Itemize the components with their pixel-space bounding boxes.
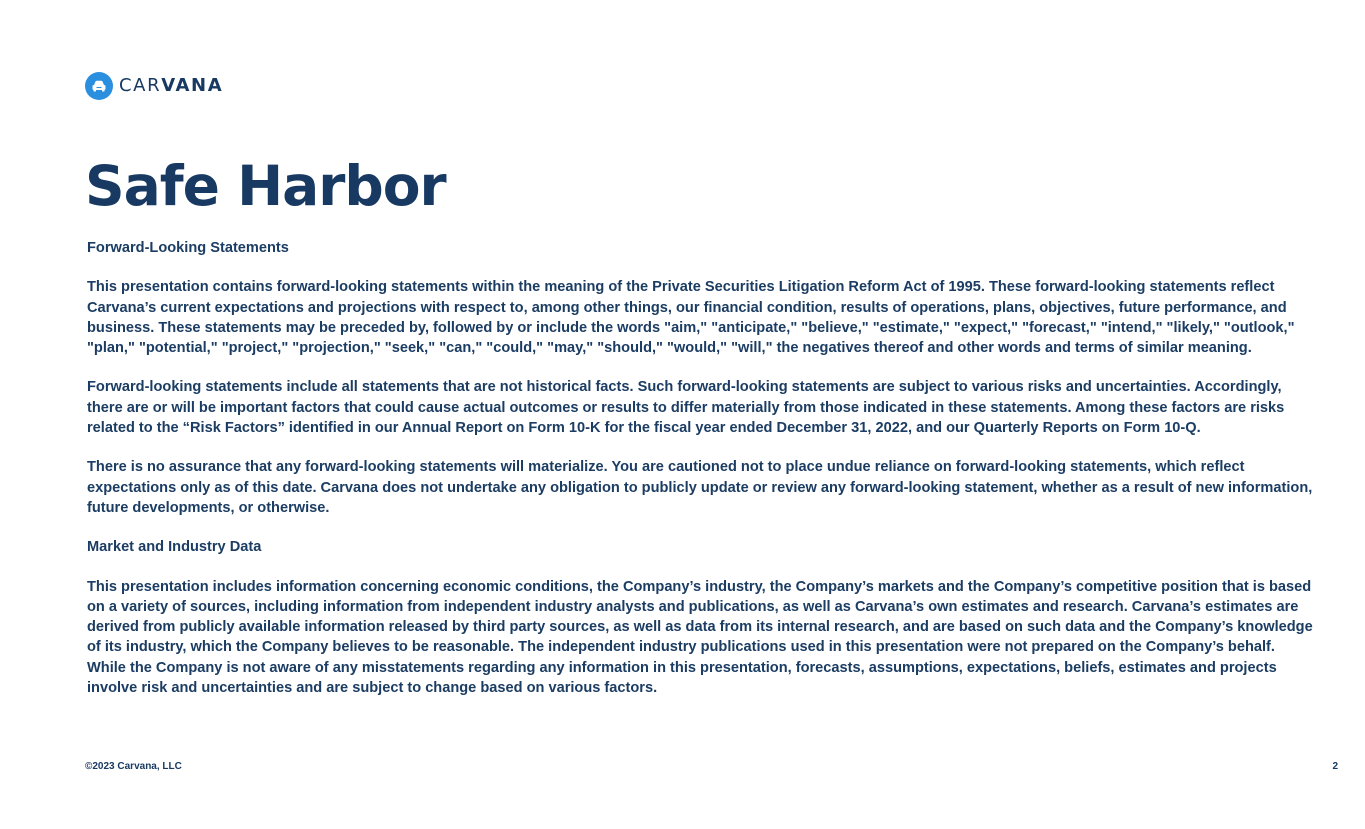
page-number: 2 xyxy=(1332,761,1338,772)
copyright-notice: ©2023 Carvana, LLC xyxy=(85,761,182,772)
forward-looking-heading: Forward-Looking Statements xyxy=(87,240,289,256)
logo-wordmark-bold: VANA xyxy=(161,75,224,96)
forward-looking-paragraph-3: There is no assurance that any forward-looking statements will materialize. You are cautioned not to place undue reliance on forward-looking statements, which reflect expectations only as of this date. Carvana does not undertake any obligation to publicly update or review any forward-looking statement, whether as a result of new information, future developments, or otherwise. xyxy=(87,459,1313,516)
market-data-heading: Market and Industry Data xyxy=(87,539,262,556)
market-data-paragraph: This presentation includes information concerning economic conditions, the Company’s industry, the Company’s markets and the Company’s competitive position that is based on a variety of sources, including information from independent industry analysts and publications, as well as Carvana’s own estimates and research. Carvana’s estimates are derived from publicly available information released by third party sources, as well as data from its internal research, and are based on such data and the Company’s knowledge of its industry, which the Company believes to be reasonable. The independent industry publications used in this presentation were not prepared on the Company’s behalf. While the Company is not aware of any misstatements regarding any information in this presentation, forecasts, assumptions, expectations, beliefs, estimates and projects involve risk and uncertainties and are subject to change based on various factors. xyxy=(87,578,1313,697)
forward-looking-paragraph-1: This presentation contains forward-looking statements within the meaning of the Private Securities Litigation Reform Act of 1995. These forward-looking statements reflect Carvana’s current expectations and projections with respect to, among other things, our financial condition, results of operations, plans, objectives, future performance, and business. These statements may be preceded by, followed by or include the words "aim," "anticipate," "believe," "estimate," "expect," "forecast," "intend," "likely," "outlook," "plan," "potential," "project," "projection," "seek," "can," "could," "may," "should," "would," "will," the negatives thereof and other words and terms of similar meaning. xyxy=(87,279,1295,357)
logo-wordmark xyxy=(119,72,223,100)
carvana-logo xyxy=(85,72,223,100)
logo-wordmark-light: CAR xyxy=(119,75,162,96)
slide-body xyxy=(87,238,1315,717)
car-icon xyxy=(85,72,113,100)
page-title: Safe Harbor xyxy=(85,154,446,218)
forward-looking-paragraph-2: Forward-looking statements include all statements that are not historical facts. Such forward-looking statements are subject to various risks and uncertainties. Accordingly, there are or will be important factors that could cause actual outcomes or results to differ materially from those indicated in these statements. Among these factors are risks related to the “Risk Factors” identified in our Annual Report on Form 10-K for the fiscal year ended December 31, 2022, and our Quarterly Reports on Form 10-Q. xyxy=(87,379,1285,437)
